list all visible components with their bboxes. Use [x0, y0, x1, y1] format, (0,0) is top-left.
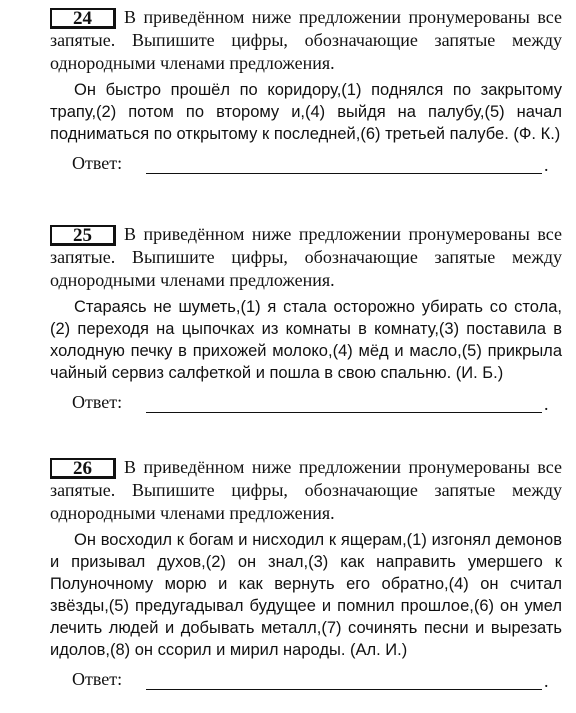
- answer-row: [0, 667, 576, 691]
- answer-line[interactable]: [146, 689, 542, 690]
- task-25: [0, 223, 576, 414]
- task-instruction: В приведённом ниже предложении пронумерованы все запятые. Выпишите цифры, обозначающие запятые между однородными членами предложения.: [50, 7, 562, 73]
- task-sentence: Стараясь не шуметь,(1) я стала осторожно убирать со стола,(2) переходя на цыпочках из комнаты в комнату,(3) поставила в холодную печку в прихожей молоко,(4) мёд и масло,(5) прикрыла чайный сервиз салфеткой и пошла в свою спальню. (И. Б.): [50, 298, 562, 382]
- answer-line[interactable]: [146, 173, 542, 174]
- answer-label: Ответ:: [72, 392, 123, 412]
- task-header: [0, 223, 576, 292]
- task-instruction: В приведённом ниже предложении пронумерованы все запятые. Выпишите цифры, обозначающие запятые между однородными членами предложения.: [50, 457, 562, 523]
- task-24: [0, 6, 576, 175]
- answer-label: Ответ:: [72, 153, 123, 173]
- answer-period: .: [544, 394, 549, 414]
- answer-label: Ответ:: [72, 669, 123, 689]
- answer-row: [0, 390, 576, 414]
- task-number-box: 24: [50, 8, 116, 29]
- task-number-box: 25: [50, 225, 116, 246]
- answer-period: .: [544, 671, 549, 691]
- task-sentence: Он быстро прошёл по коридору,(1) поднялся по закрытому трапу,(2) потом по второму и,(4) выйдя на палубу,(5) начал подниматься по открытому к последней,(6) третьей палубе. (Ф. К.): [50, 81, 562, 143]
- answer-period: .: [544, 155, 549, 175]
- task-header: [0, 456, 576, 525]
- task-number-box: 26: [50, 458, 116, 479]
- task-26: [0, 456, 576, 691]
- answer-line[interactable]: [146, 412, 542, 413]
- answer-row: [0, 151, 576, 175]
- task-instruction: В приведённом ниже предложении пронумерованы все запятые. Выпишите цифры, обозначающие запятые между однородными членами предложения.: [50, 224, 562, 290]
- task-header: [0, 6, 576, 75]
- task-sentence: Он восходил к богам и нисходил к ящерам,(1) изгонял демонов и призывал духов,(2) он знал,(3) как направить умершего к Полуночному морю и как вернуть его обратно,(4) он считал звёзды,(5) предугадывал будущее и помнил прошлое,(6) он умел лечить людей и добывать металл,(7) сочинять песни и вырезать идолов,(8) он ссорил и мирил народы. (Ал. И.): [50, 531, 562, 659]
